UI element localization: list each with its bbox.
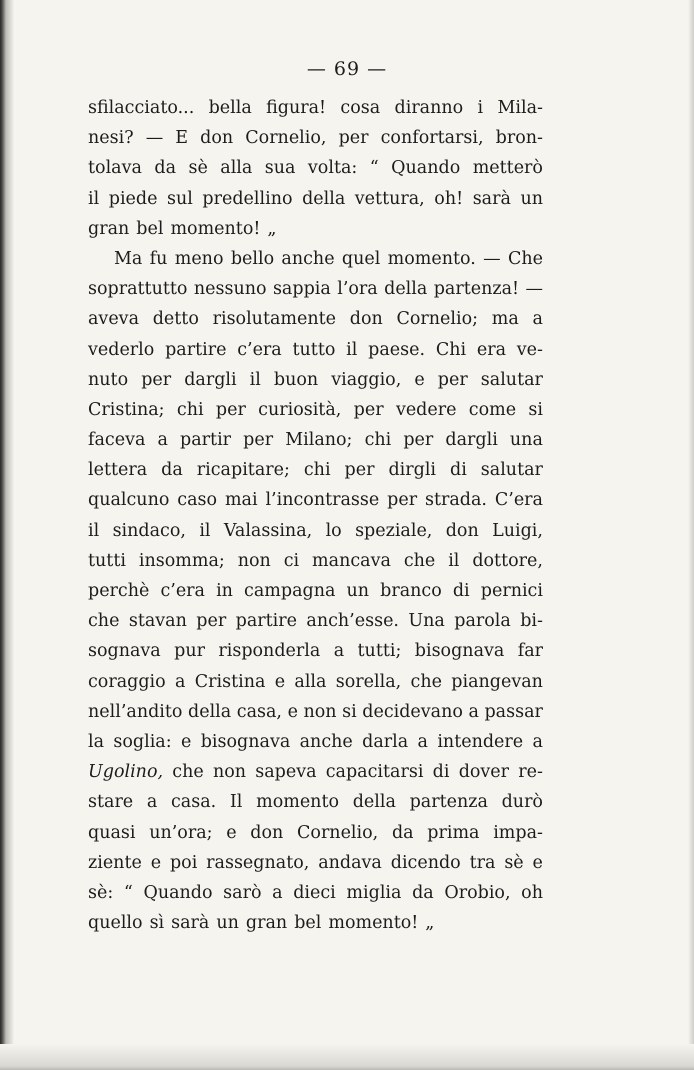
word: confortarsi, [380, 128, 484, 149]
word: chi [303, 460, 331, 481]
text-line [88, 727, 543, 757]
word: il [88, 188, 100, 209]
word: e [414, 369, 425, 390]
word: Che [507, 248, 543, 269]
word: sorella, [335, 671, 402, 692]
text-line [88, 636, 543, 666]
word: ziente [88, 852, 142, 873]
word: sarà [171, 913, 210, 934]
word: e [181, 731, 192, 752]
word: don [445, 520, 479, 541]
word: Cristina; [88, 399, 165, 420]
word: era [476, 339, 506, 360]
word: bron- [495, 128, 543, 149]
text-line [88, 93, 543, 123]
word: poi [169, 852, 198, 873]
word: risolutamente [212, 309, 337, 330]
word: momento. [387, 248, 476, 269]
word: E [175, 128, 189, 149]
word: Ma [114, 248, 143, 269]
word: campagna [244, 581, 336, 601]
text-line [88, 667, 543, 697]
word: della [352, 792, 396, 813]
text-line [88, 787, 543, 817]
word: buon [273, 369, 319, 390]
word: chi [176, 399, 204, 420]
word: dargli [184, 369, 237, 390]
word: gran [245, 913, 288, 934]
word: tutti; [357, 641, 402, 662]
word: per [353, 399, 384, 420]
word: branco [380, 581, 442, 601]
word: pur [174, 641, 205, 662]
word: e [532, 852, 543, 873]
word: di [432, 762, 450, 783]
word: per [338, 128, 369, 149]
binding-edge [0, 0, 14, 1070]
word: perchè [88, 581, 150, 601]
word: per [437, 369, 468, 390]
word: sfilacciato... [88, 98, 195, 118]
word: che [172, 762, 204, 783]
word: sul [167, 188, 193, 209]
word: bisognava [414, 641, 505, 662]
word: vederlo [88, 339, 155, 360]
word: Ugolino, [88, 762, 164, 783]
word: momento! [328, 913, 419, 934]
word: non [303, 701, 337, 722]
word: anche [299, 731, 353, 752]
word: Cornelio, [245, 128, 327, 149]
word: da [161, 460, 183, 481]
word: a [146, 792, 158, 813]
word: un [216, 913, 239, 934]
text-line [88, 304, 543, 334]
word: Chi [435, 339, 467, 360]
word: da [154, 158, 177, 179]
word: a [272, 882, 283, 903]
word: e [150, 852, 162, 873]
word: stare [88, 792, 134, 813]
word: un [346, 581, 370, 601]
word: vettura, [354, 188, 425, 209]
word: a [532, 309, 543, 330]
word: bello [230, 248, 275, 269]
word: bel [136, 218, 164, 239]
word: c’era [237, 339, 282, 360]
word: piede [108, 188, 158, 209]
word: „ [267, 218, 277, 239]
word: nessuno [193, 279, 267, 300]
word: cosa [340, 98, 381, 118]
word: Mila- [497, 98, 543, 118]
word: darla [362, 731, 409, 752]
word: meno [174, 248, 224, 269]
word: dover [458, 762, 510, 783]
text-line [88, 395, 543, 425]
word: salutar [480, 369, 543, 390]
word: casa. [170, 792, 217, 813]
word: detto [152, 309, 199, 330]
word: Cornelio; [396, 309, 479, 330]
word: dicendo [390, 852, 461, 873]
word: anch’esse. [306, 611, 399, 632]
word: sì [149, 913, 165, 934]
page-number: — 69 — [306, 58, 388, 80]
word: dottore, [472, 550, 543, 571]
word: coraggio [88, 671, 166, 692]
text-line [88, 697, 543, 727]
text-line [88, 516, 543, 546]
word: sognava [88, 641, 161, 662]
word: e [274, 671, 286, 692]
word: mai [224, 490, 258, 511]
word: far [517, 641, 543, 662]
word: miglia [346, 882, 402, 903]
text-line [88, 485, 543, 515]
word: non [212, 762, 247, 783]
word: si [342, 701, 357, 722]
word: volta: [307, 158, 358, 179]
text-line [88, 546, 543, 576]
word: diranno [394, 98, 464, 118]
word: speziale, [355, 520, 433, 541]
word: tutti [88, 550, 126, 571]
text-line [88, 848, 543, 878]
word: „ [425, 913, 435, 934]
text-line [88, 274, 543, 304]
word: per [387, 490, 418, 511]
word: e [287, 701, 298, 722]
word: sarò [223, 882, 262, 903]
word: soglia: [113, 731, 172, 752]
word: impa- [493, 822, 543, 843]
word: dieci [293, 882, 336, 903]
text-line [88, 123, 543, 153]
word: sindaco, [112, 520, 186, 541]
word: Cristina [194, 671, 266, 692]
text-line [88, 908, 543, 938]
word: qualcuno [88, 490, 170, 511]
word: ve- [516, 339, 543, 360]
word: bi- [520, 611, 543, 632]
text-line [88, 365, 543, 395]
word: i [477, 98, 484, 118]
word: piangevan [451, 671, 543, 692]
word: che [88, 611, 120, 632]
word: non [237, 550, 271, 571]
word: don [349, 309, 383, 330]
word: Cornelio, [297, 822, 379, 843]
word: per [243, 430, 274, 451]
word: decidevano [362, 701, 463, 722]
word: a [532, 731, 543, 752]
text-line [88, 184, 543, 214]
word: don [200, 128, 234, 149]
word: lettera [88, 460, 148, 481]
word: da [412, 882, 434, 903]
word: che [403, 550, 436, 571]
word: il [249, 369, 261, 390]
text-line [88, 878, 543, 908]
word: intendere [437, 731, 524, 752]
word: sè [188, 158, 208, 179]
word: ricapitare; [196, 460, 290, 481]
text-line [88, 757, 543, 787]
word: alla [294, 671, 327, 692]
word: c’era [160, 581, 205, 601]
word: nuto [88, 369, 129, 390]
word: salutar [480, 460, 543, 481]
word: metterò [472, 158, 543, 179]
word: Luigi, [492, 520, 543, 541]
word: oh! [434, 188, 464, 209]
word: quel [341, 248, 381, 269]
word: il [88, 520, 100, 541]
body-text [88, 93, 543, 938]
word: ma [491, 309, 519, 330]
word: fu [149, 248, 168, 269]
word: sua [264, 158, 296, 179]
word: in [216, 581, 233, 601]
word: un’ora; [149, 822, 213, 843]
text-line [88, 606, 543, 636]
word: come [468, 399, 517, 420]
word: a [157, 430, 168, 451]
word: il [346, 339, 358, 360]
word: di [452, 581, 470, 601]
word: oh [521, 882, 543, 903]
word: Valassina, [223, 520, 313, 541]
text-line [88, 425, 543, 455]
word: capacitarsi [325, 762, 424, 783]
word: — [483, 248, 501, 269]
word: — [525, 279, 543, 300]
word: aveva [88, 309, 139, 330]
word: passar [484, 701, 543, 722]
text-line [88, 153, 543, 183]
text-line [88, 455, 543, 485]
word: per [344, 460, 375, 481]
word: da [391, 822, 414, 843]
word: “ [123, 882, 133, 903]
word: bel [294, 913, 322, 934]
word: tutto [292, 339, 336, 360]
word: per [403, 430, 434, 451]
word: una [509, 430, 543, 451]
word: C’era [494, 490, 543, 511]
word: della [302, 188, 346, 209]
text-line [88, 335, 543, 365]
word: partir [180, 430, 232, 451]
page-right-edge [688, 0, 694, 1070]
word: tra [469, 852, 496, 873]
word: per [215, 399, 246, 420]
word: e [226, 822, 237, 843]
word: dirgli [388, 460, 437, 481]
word: anche [281, 248, 335, 269]
word: un [520, 188, 543, 209]
word: sapeva [255, 762, 317, 783]
word: don [250, 822, 284, 843]
word: che [410, 671, 442, 692]
word: “ [369, 158, 379, 179]
word: sarà [472, 188, 511, 209]
word: gran [88, 218, 130, 239]
word: viaggio, [331, 369, 402, 390]
word: partenza [409, 792, 488, 813]
word: nesi? [88, 128, 134, 149]
word: risponderla [218, 641, 321, 662]
word: tolava [88, 158, 142, 179]
word: casa, [236, 701, 282, 722]
word: dargli [445, 430, 498, 451]
word: l’ora [337, 279, 378, 300]
text-line [88, 214, 543, 244]
word: a [333, 641, 345, 662]
word: Una [408, 611, 445, 632]
word: prima [427, 822, 480, 843]
text-line [88, 576, 543, 606]
word: partire [235, 611, 297, 632]
word: paese. [368, 339, 426, 360]
word: nell’andito [88, 701, 183, 722]
word: — [145, 128, 164, 149]
word: quasi [88, 822, 136, 843]
word: andava [318, 852, 382, 873]
word: figura! [266, 98, 327, 118]
word: della [188, 701, 232, 722]
word: alla [220, 158, 253, 179]
word: momento! [170, 218, 261, 239]
word: di [450, 460, 467, 481]
word: Quando [391, 158, 461, 179]
text-line [88, 244, 543, 274]
word: per [141, 369, 172, 390]
word: il [199, 520, 211, 541]
word: Il [229, 792, 243, 813]
page-bottom-edge [0, 1044, 694, 1070]
word: insomma; [138, 550, 225, 571]
word: chi [364, 430, 392, 451]
word: soprattutto [88, 279, 188, 300]
word: Quando [143, 882, 213, 903]
word: l’incontrasse [265, 490, 380, 511]
word: mancava [312, 550, 391, 571]
word: parola [454, 611, 511, 632]
word: faceva [88, 430, 146, 451]
word: la [88, 731, 105, 752]
word: durò [501, 792, 543, 813]
word: curiosità, [258, 399, 342, 420]
word: si [528, 399, 543, 420]
word: pernici [480, 581, 543, 601]
word: bisognava [200, 731, 291, 752]
word: il [448, 550, 460, 571]
word: a [468, 701, 479, 722]
word: bella [208, 98, 252, 118]
word: della [384, 279, 428, 300]
word: Milano; [285, 430, 353, 451]
word: re- [518, 762, 543, 783]
word: stavan [128, 611, 187, 632]
word: sè: [88, 882, 114, 903]
word: lo [325, 520, 342, 541]
text-line [88, 818, 543, 848]
word: ci [283, 550, 300, 571]
word: sappia [272, 279, 331, 300]
word: Orobio, [444, 882, 511, 903]
word: rassegnato, [206, 852, 310, 873]
word: sè [504, 852, 524, 873]
word: partire [165, 339, 227, 360]
word: vedere [395, 399, 457, 420]
word: predellino [202, 188, 293, 209]
word: strada. [424, 490, 487, 511]
word: quello [88, 913, 143, 934]
word: caso [177, 490, 218, 511]
word: a [417, 731, 428, 752]
word: momento [256, 792, 340, 813]
word: per [196, 611, 227, 632]
word: a [175, 671, 186, 692]
word: partenza! [433, 279, 520, 300]
